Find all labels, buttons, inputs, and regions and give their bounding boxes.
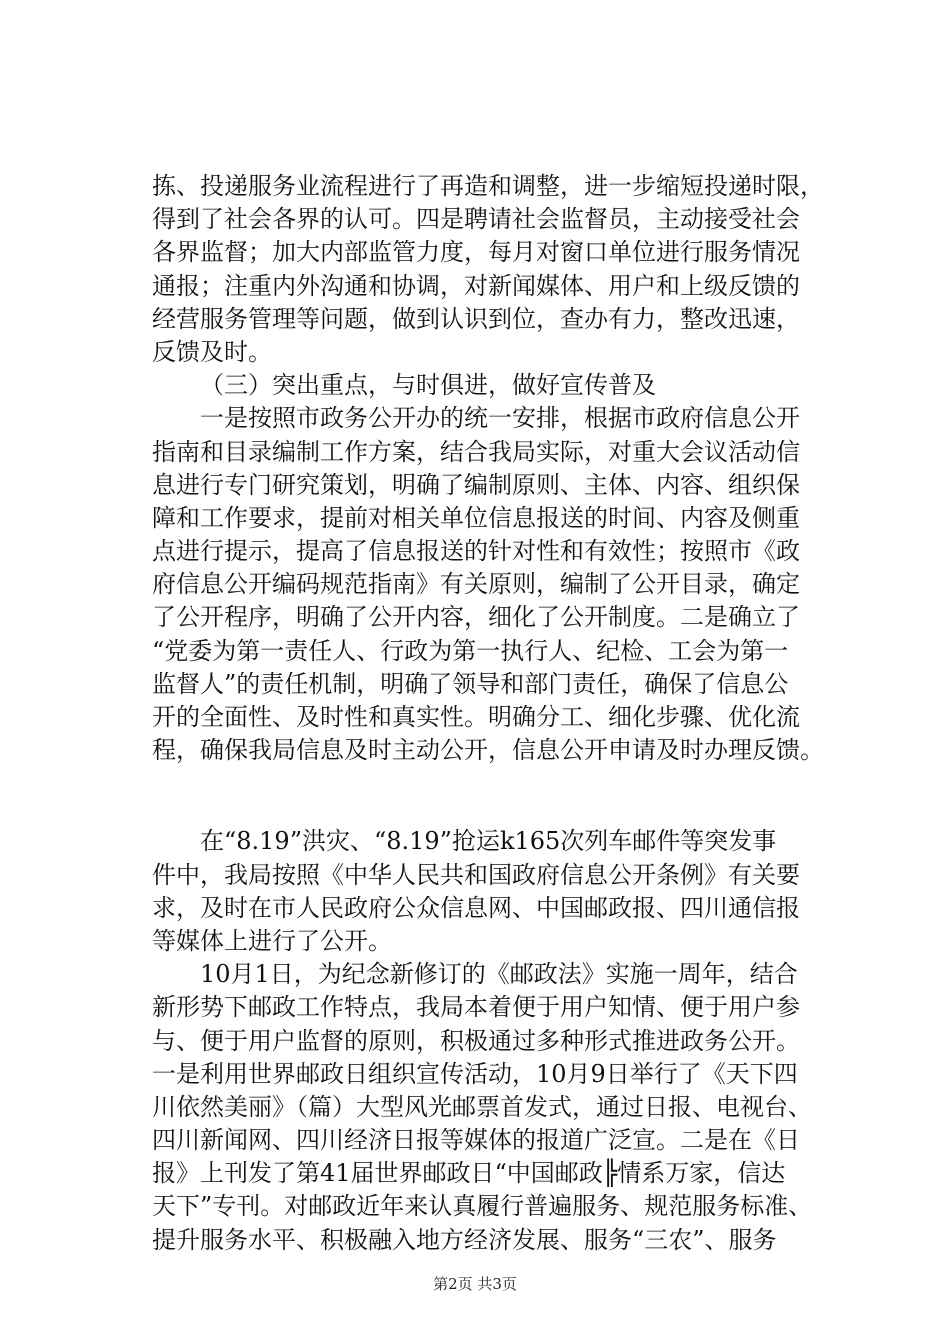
section-heading: （三）突出重点，与时俱进，做好宣传普及 (200, 371, 656, 400)
text-line: 件中，我局按照《中华人民共和国政府信息公开条例》有关要 (152, 860, 800, 889)
text-line: 了公开程序，明确了公开内容，细化了公开制度。二是确立了 (152, 603, 800, 632)
text-line: 反馈及时。 (152, 337, 272, 366)
text-line: 各界监督；加大内部监管力度，每月对窗口单位进行服务情况 (152, 238, 800, 267)
text-line: 新形势下邮政工作特点，我局本着便于用户知情、便于用户参 (152, 993, 800, 1022)
text-line: 天下”专刊。对邮政近年来认真履行普遍服务、规范服务标准、 (152, 1192, 813, 1221)
text-line: 指南和目录编制工作方案，结合我局实际，对重大会议活动信 (152, 437, 800, 466)
text-line: 监督人”的责任机制，明确了领导和部门责任，确保了信息公 (152, 669, 789, 698)
text-line: 等媒体上进行了公开。 (152, 926, 392, 955)
document-body (152, 170, 842, 1257)
text-line: 提升服务水平、积极融入地方经济发展、服务“三农”、服务 (152, 1225, 777, 1254)
text-line: 障和工作要求，提前对相关单位信息报送的时间、内容及侧重 (152, 503, 800, 532)
text-line: 四川新闻网、四川经济日报等媒体的报道广泛宣。二是在《日 (152, 1126, 800, 1155)
text-line: 川依然美丽》（篇）大型风光邮票首发式，通过日报、电视台、 (152, 1092, 812, 1121)
text-line: 在“8.19”洪灾、“8.19”抢运k165次列车邮件等突发事 (200, 827, 777, 856)
text-line: 报》上刊发了第41届世界邮政日“中国邮政╠情系万家，信达 (152, 1159, 786, 1188)
text-line: “党委为第一责任人、行政为第一执行人、纪检、工会为第一 (152, 636, 789, 665)
text-line: 开的全面性、及时性和真实性。明确分工、细化步骤、优化流 (152, 703, 800, 731)
text-line: 与、便于用户监督的原则，积极通过多种形式推进政务公开。 (152, 1026, 800, 1055)
text-line: 一是利用世界邮政日组织宣传活动，10月9日举行了《天下四 (152, 1059, 798, 1088)
text-line: 点进行提示，提高了信息报送的针对性和有效性；按照市《政 (152, 537, 800, 566)
text-line: 府信息公开编码规范指南》有关原则，编制了公开目录，确定 (152, 570, 800, 599)
text-line: 经营服务管理等问题，做到认识到位，查办有力，整改迅速， (152, 304, 800, 333)
text-line: 10月1日，为纪念新修订的《邮政法》实施一周年，结合 (200, 960, 798, 989)
text-line: 程，确保我局信息及时主动公开，信息公开申请及时办理反馈。 (152, 736, 824, 765)
page-number-footer: 第2页 共3页 (433, 1275, 517, 1293)
text-line: 通报；注重内外沟通和协调，对新闻媒体、用户和上级反馈的 (152, 271, 800, 300)
text-line: 一是按照市政务公开办的统一安排，根据市政府信息公开 (200, 404, 800, 433)
text-line: 求，及时在市人民政府公众信息网、中国邮政报、四川通信报 (152, 893, 800, 922)
text-line: 拣、投递服务业流程进行了再造和调整，进一步缩短投递时限， (152, 172, 824, 200)
paragraph-gap (152, 767, 842, 825)
text-line: 得到了社会各界的认可。四是聘请社会监督员，主动接受社会 (152, 205, 800, 234)
text-line: 息进行专门研究策划，明确了编制原则、主体、内容、组织保 (152, 470, 800, 499)
